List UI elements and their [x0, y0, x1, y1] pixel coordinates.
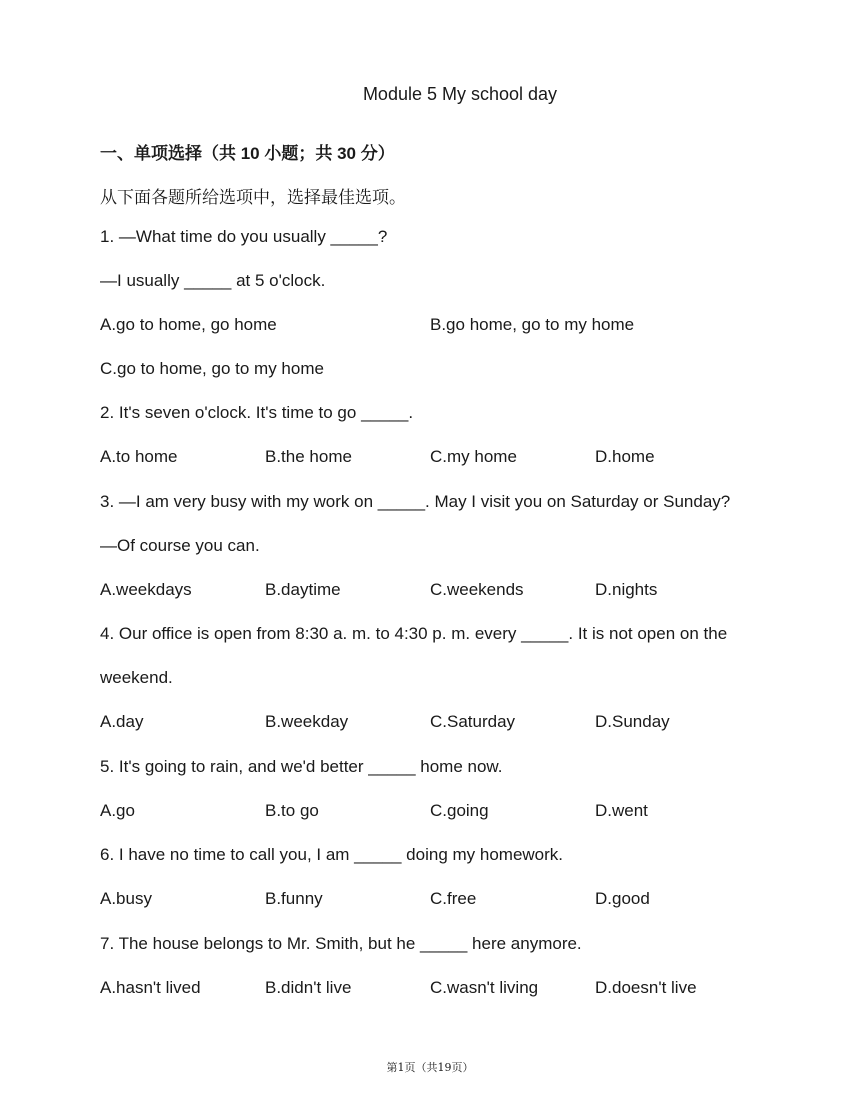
option-d: D.nights — [595, 580, 658, 599]
option-b: B.weekday — [265, 712, 349, 731]
option-c: C.free — [430, 889, 477, 908]
option-b: B.funny — [265, 889, 323, 908]
option-d: D.doesn't live — [595, 978, 697, 997]
question-1-response: —I usually _____ at 5 o'clock. — [100, 271, 326, 290]
option-a: A.to home — [100, 447, 178, 466]
option-d: D.good — [595, 889, 650, 908]
question-4-stem-cont: weekend. — [100, 668, 173, 687]
option-c: C.my home — [430, 447, 517, 466]
option-a: A.go to home, go home — [100, 315, 277, 334]
question-2-stem: 2. It's seven o'clock. It's time to go _____. — [100, 403, 414, 422]
question-5-stem: 5. It's going to rain, and we'd better _____ home now. — [100, 757, 503, 776]
option-a: A.hasn't lived — [100, 978, 201, 997]
question-3-response: —Of course you can. — [100, 536, 260, 555]
option-b: B.go home, go to my home — [430, 315, 635, 334]
option-c: C.Saturday — [430, 712, 516, 731]
page-title: Module 5 My school day — [362, 84, 558, 104]
option-d: D.Sunday — [595, 712, 670, 731]
option-a: A.weekdays — [100, 580, 192, 599]
question-7-stem: 7. The house belongs to Mr. Smith, but he _____ here anymore. — [100, 934, 582, 953]
option-a: A.day — [100, 712, 144, 731]
option-b: B.didn't live — [265, 978, 352, 997]
option-d: D.home — [595, 447, 655, 466]
section-heading: 一、单项选择（共 10 小题；共 30 分） — [100, 144, 395, 163]
option-b: B.to go — [265, 801, 319, 820]
option-a: A.go — [100, 801, 135, 820]
question-3-stem: 3. —I am very busy with my work on _____. May I visit you on Saturday or Sunday? — [100, 492, 731, 511]
option-c: C.going — [430, 801, 489, 820]
question-6-stem: 6. I have no time to call you, I am _____ doing my homework. — [100, 845, 564, 864]
option-c: C.go to home, go to my home — [100, 359, 324, 378]
option-d: D.went — [595, 801, 648, 820]
option-b: B.daytime — [265, 580, 341, 599]
option-c: C.wasn't living — [430, 978, 539, 997]
question-4-stem: 4. Our office is open from 8:30 a. m. to 4:30 p. m. every _____. It is not open on the — [100, 624, 728, 643]
option-c: C.weekends — [430, 580, 524, 599]
instruction: 从下面各题所给选项中，选择最佳选项。 — [100, 188, 406, 207]
option-a: A.busy — [100, 889, 152, 908]
question-1-stem: 1. —What time do you usually _____? — [100, 227, 388, 246]
page-footer: 第1页（共19页） — [386, 1061, 474, 1074]
option-b: B.the home — [265, 447, 352, 466]
